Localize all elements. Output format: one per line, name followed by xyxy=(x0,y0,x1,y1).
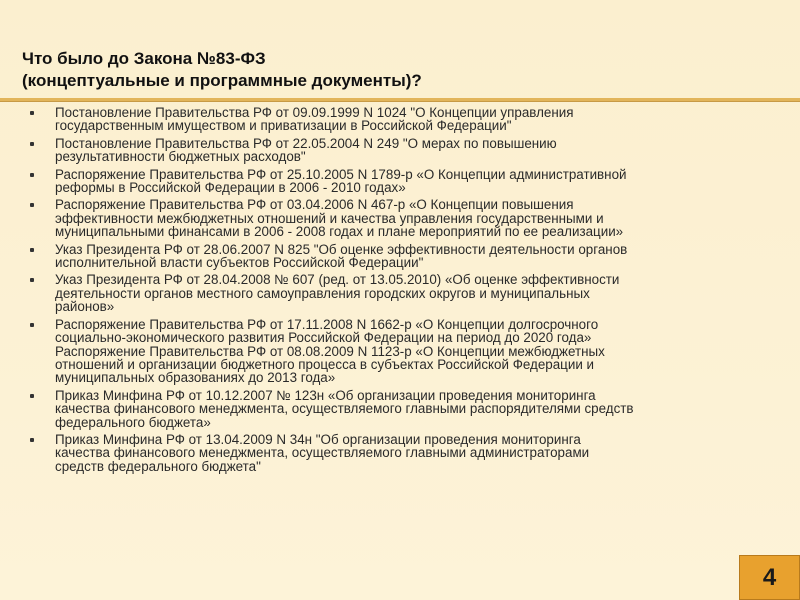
slide-title-line-2: (концептуальные и программные документы)? xyxy=(22,71,422,90)
bullet-icon xyxy=(30,173,34,177)
list-item-line: Приказ Минфина РФ от 13.04.2009 N 34н "Об организации проведения мониторинга xyxy=(55,431,581,447)
list-item-line: районов» xyxy=(55,299,115,315)
list-item-text xyxy=(55,106,778,133)
slide-title-line-1: Что было до Закона №83-ФЗ xyxy=(22,49,266,68)
list-item-line: Указ Президента РФ от 28.06.2007 N 825 "Об оценке эффективности деятельности органов xyxy=(55,241,628,257)
list-item-line: реформы в Российской Федерации в 2006 - 2010 годах» xyxy=(55,180,406,196)
slide-title xyxy=(22,48,782,92)
list-item-line: Распоряжение Правительства РФ от 25.10.2005 N 1789-р «О Концепции административной xyxy=(55,166,627,182)
list-item-line: отношений и организации бюджетного процесса в субъектах Российской Федерации и xyxy=(55,356,595,372)
list-item-line: Распоряжение Правительства РФ от 17.11.2008 N 1662-р «О Концепции долгосрочного xyxy=(55,316,599,332)
list-item xyxy=(28,137,778,164)
list-item xyxy=(28,106,778,133)
list-item-line: Распоряжение Правительства РФ от 08.08.2009 N 1123-р «О Концепции межбюджетных xyxy=(55,343,605,359)
list-item xyxy=(28,318,778,385)
document-list xyxy=(28,106,778,477)
list-item-text xyxy=(55,433,778,473)
list-item-text xyxy=(55,273,778,313)
list-item xyxy=(28,433,778,473)
list-item xyxy=(28,168,778,195)
list-item-line: Распоряжение Правительства РФ от 03.04.2006 N 467-р «О Концепции повышения xyxy=(55,197,574,213)
list-item-line: муниципальных образованиях до 2013 года» xyxy=(55,370,336,386)
list-item-text xyxy=(55,389,778,429)
list-item xyxy=(28,198,778,238)
list-item xyxy=(28,389,778,429)
list-item-text xyxy=(55,168,778,195)
list-item-line: средств федерального бюджета" xyxy=(55,458,261,474)
title-divider-shadow xyxy=(0,101,800,102)
bullet-icon xyxy=(30,248,34,252)
bullet-icon xyxy=(30,323,34,327)
bullet-icon xyxy=(30,438,34,442)
list-item-line: качества финансового менеджмента, осуществляемого главными распорядителями средств xyxy=(55,401,634,417)
list-item-line: качества финансового менеджмента, осуществляемого главными администраторами xyxy=(55,445,590,461)
list-item-line: Приказ Минфина РФ от 10.12.2007 № 123н «Об организации проведения мониторинга xyxy=(55,387,596,403)
list-item-line: социально-экономического развития Российской Федерации на период до 2020 года» xyxy=(55,330,592,346)
list-item-line: эффективности межбюджетных отношений и качества управления государственными и xyxy=(55,210,604,226)
bullet-icon xyxy=(30,142,34,146)
bullet-icon xyxy=(30,394,34,398)
list-item-line: Постановление Правительства РФ от 09.09.1999 N 1024 "О Концепции управления xyxy=(55,105,574,120)
list-item-line: государственным имуществом и приватизации в Российской Федерации" xyxy=(55,118,512,134)
bullet-icon xyxy=(30,203,34,207)
list-item-line: Указ Президента РФ от 28.04.2008 № 607 (ред. от 13.05.2010) «Об оценке эффективности xyxy=(55,272,620,288)
page-number-badge xyxy=(739,555,800,600)
list-item-text xyxy=(55,318,778,385)
list-item-line: федерального бюджета» xyxy=(55,414,211,430)
list-item-line: Постановление Правительства РФ от 22.05.2004 N 249 "О мерах по повышению xyxy=(55,135,557,151)
list-item-line: исполнительной власти субъектов Российской Федерации" xyxy=(55,255,424,271)
list-item xyxy=(28,243,778,270)
bullet-icon xyxy=(30,111,34,115)
list-item-line: муниципальными финансами в 2006 - 2008 годах и плане мероприятий по ее реализации» xyxy=(55,224,624,240)
bullet-icon xyxy=(30,278,34,282)
list-item-text xyxy=(55,243,778,270)
list-item xyxy=(28,273,778,313)
list-item-text xyxy=(55,137,778,164)
list-item-line: деятельности органов местного самоуправления городских округов и муниципальных xyxy=(55,285,590,301)
page-number: 4 xyxy=(762,563,777,591)
list-item-text xyxy=(55,198,778,238)
list-item-line: результативности бюджетных расходов" xyxy=(55,149,306,165)
